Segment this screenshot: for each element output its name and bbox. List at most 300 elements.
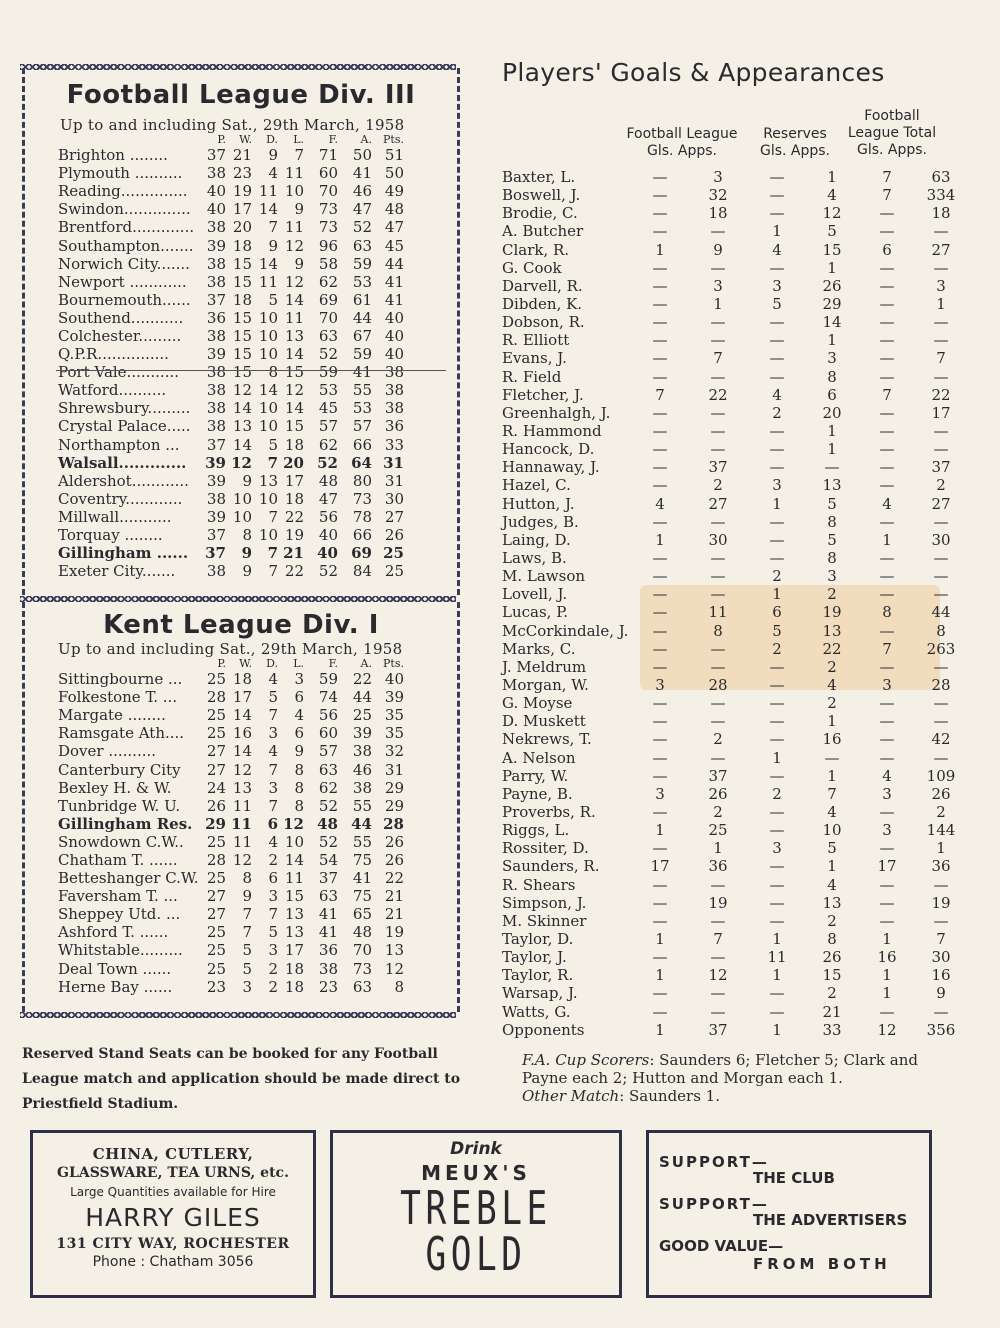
cell-l: 3 [294,670,304,689]
cell-l: 11 [284,164,304,183]
cell-fg: 4 [655,494,665,513]
league-row [58,905,404,923]
cell-tg: 7 [882,186,892,205]
cell-ta: — [933,712,949,731]
cell-name: Laws, B. [502,549,567,568]
cell-ta: — [933,911,949,930]
cell-ra: 2 [827,585,837,604]
cell-fg: — [652,186,668,205]
cell-p: 25 [206,869,226,888]
cell-name: Brodie, C. [502,204,578,223]
ad1-line2: GLASSWARE, TEA URNS, etc. [57,1165,289,1181]
cell-name: Warsap, J. [502,984,578,1003]
cell-rg: — [769,893,785,912]
cell-fg: 1 [655,530,665,549]
cell-ta: 30 [931,530,951,549]
cell-fg: — [652,911,668,930]
cell-d: 10 [258,489,278,508]
cell-name: Taylor, J. [502,948,567,967]
league-row [58,960,404,978]
cell-rg: 5 [772,295,782,314]
cell-d: 6 [268,869,278,888]
cell-tg: 1 [882,966,892,985]
cell-ta: 22 [931,385,951,404]
cell-team: Aldershot............ [58,471,189,490]
divider-line [56,370,446,371]
cell-l: 21 [283,544,304,563]
cell-d: 4 [268,670,278,689]
league-row [58,417,404,435]
cell-fg: — [652,476,668,495]
cell-fa: — [710,1002,726,1021]
cell-a: 64 [351,453,372,472]
league-row [58,851,404,869]
league-row [58,869,404,887]
cell-ra: 1 [827,422,837,441]
div3-table [58,146,404,580]
cell-ra: 6 [827,385,837,404]
cell-name: G. Cook [502,258,562,277]
cell-pts: 38 [384,381,404,400]
cell-team: Exeter City....... [58,562,176,581]
league-row [58,526,404,544]
cell-ta: 7 [936,929,946,948]
cell-fa: — [710,639,726,658]
cell-l: 22 [284,562,304,581]
cell-ra: 26 [822,948,842,967]
player-row [502,204,974,222]
cell-p: 38 [206,218,226,237]
league-row [58,797,404,815]
cell-fg: — [652,313,668,332]
kent-table [58,670,404,996]
cell-rg: 5 [772,621,782,640]
cell-tg: — [879,403,895,422]
cell-p: 26 [206,796,226,815]
cell-team: Millwall........... [58,507,172,526]
cell-tg: — [879,476,895,495]
cell-ta: 28 [931,676,951,694]
league-row [58,363,404,381]
cell-f: 71 [318,146,338,165]
cell-w: 11 [231,814,252,833]
cell-l: 9 [294,200,304,219]
cell-ta: 26 [931,784,951,803]
cell-ta: — [933,549,949,568]
cell-fa: — [710,549,726,568]
cell-team: Betteshanger C.W. [58,869,199,888]
cell-fa: — [710,331,726,350]
cell-ra: 16 [822,730,842,749]
cell-pts: 40 [384,326,404,345]
cell-name: Evans, J. [502,349,567,368]
cell-l: 13 [284,326,304,345]
cell-name: Lovell, J. [502,585,568,604]
cell-rg: 1 [772,966,782,985]
cell-rg: 11 [767,948,787,967]
cell-w: 11 [232,796,252,815]
cell-pts: 31 [384,760,404,779]
players-title: Players' Goals & Appearances [502,58,885,87]
cell-ra: 4 [827,875,837,894]
cell-f: 70 [318,308,338,327]
cell-w: 15 [232,345,252,364]
cell-team: Snowdown C.W.. [58,832,184,851]
cell-l: 14 [284,850,304,869]
cell-l: 11 [284,218,304,237]
cell-p: 25 [206,941,226,960]
cell-f: 52 [318,796,338,815]
cell-team: Northampton ... [58,435,180,454]
cell-rg: 6 [772,603,782,622]
cell-w: 14 [232,435,252,454]
cell-name: Greenhalgh, J. [502,403,611,422]
cell-rg: — [769,657,785,676]
cell-fa: — [710,712,726,731]
header-reserves [752,126,838,160]
cell-team: Southend........... [58,308,184,327]
cell-fa: 36 [708,857,728,876]
cell-fg: — [652,984,668,1003]
cell-fg: — [652,893,668,912]
cell-a: 44 [352,688,372,707]
cell-ra: 1 [827,712,837,731]
cell-fa: 1 [713,839,723,858]
cell-fg: — [652,1002,668,1021]
cell-tg: 3 [882,676,892,694]
player-row [502,622,974,640]
cell-rg: — [769,712,785,731]
cell-d: 3 [268,778,278,797]
cell-l: 17 [284,941,304,960]
ad1-line6: Phone : Chatham 3056 [92,1254,254,1270]
cell-l: 18 [284,489,304,508]
cell-team: Deal Town ...... [58,959,172,978]
cell-pts: 48 [384,200,404,219]
cell-rg: 1 [772,748,782,767]
cell-ta: 27 [931,494,951,513]
league-row [58,544,404,562]
cell-team: Bournemouth...... [58,290,191,309]
cell-rg: — [769,694,785,713]
cell-w: 5 [242,941,252,960]
cell-w: 8 [242,869,252,888]
cell-f: 40 [318,526,338,545]
cell-f: 41 [318,923,338,942]
cell-pts: 44 [384,254,404,273]
cell-p: 24 [206,778,226,797]
cell-p: 38 [206,272,226,291]
cell-fa: 2 [713,730,723,749]
cell-w: 7 [242,905,252,924]
cell-ta: 9 [936,984,946,1003]
league-row [58,345,404,363]
cell-p: 38 [206,363,226,382]
cell-ta: 37 [931,458,951,477]
cell-name: Clark, R. [502,240,570,259]
cell-d: 3 [268,941,278,960]
cell-team: Gillingham Res. [58,814,193,833]
player-row [502,712,974,730]
ad1-line4: HARRY GILES [85,1203,261,1232]
cell-f: 63 [318,326,338,345]
cell-tg: 6 [882,240,892,259]
cup-notes [504,1051,944,1105]
league-row [58,218,404,236]
cell-name: Dobson, R. [502,313,585,332]
cell-team: Watford.......... [58,381,167,400]
cell-a: 66 [352,526,372,545]
cell-p: 37 [206,526,226,545]
cell-p: 39 [206,471,226,490]
cell-d: 3 [268,724,278,743]
cell-tg: — [879,694,895,713]
cell-a: 55 [352,832,372,851]
cell-d: 5 [268,688,278,707]
cell-name: Simpson, J. [502,893,587,912]
cell-team: Tunbridge W. U. [58,796,181,815]
fa-cup-label: F.A. Cup Scorers [522,1051,650,1069]
cell-ta: 44 [931,603,951,622]
column-header: F. [328,133,338,146]
cell-fg: — [652,204,668,223]
cell-rg: — [769,984,785,1003]
cell-p: 37 [206,290,226,309]
cell-w: 13 [232,417,252,436]
cell-tg: — [879,331,895,350]
cell-team: Herne Bay ...... [58,977,173,996]
player-row [502,821,974,839]
cell-a: 73 [352,489,372,508]
cell-ra: — [824,748,840,767]
cell-ta: — [933,1002,949,1021]
cell-w: 10 [232,507,252,526]
cell-ra: 22 [822,639,842,658]
cell-f: 96 [318,236,338,255]
cell-l: 13 [284,923,304,942]
cell-ra: 21 [822,1002,842,1021]
cell-l: 11 [284,308,304,327]
cell-ta: — [933,422,949,441]
cell-pts: 38 [384,399,404,418]
cell-p: 40 [206,200,226,219]
cell-name: Opponents [502,1020,585,1039]
league-row [58,291,404,309]
cell-fg: 1 [655,1020,665,1039]
cell-rg: 2 [772,639,782,658]
cell-tg: 1 [882,929,892,948]
cell-fa: 7 [713,929,723,948]
col-apps: Apps. [790,143,831,159]
cell-name: D. Muskett [502,712,586,731]
player-row [502,640,974,658]
cell-team: Norwich City....... [58,254,190,273]
cell-ta: — [933,512,949,531]
cell-p: 27 [206,742,226,761]
cell-ta: — [933,440,949,459]
player-row [502,1002,974,1020]
cell-team: Colchester......... [58,326,182,345]
cell-w: 21 [232,146,252,165]
cell-tg: 1 [882,530,892,549]
cell-team: Whitstable......... [58,941,183,960]
cell-name: R. Hammond [502,422,602,441]
cell-ra: 1 [827,440,837,459]
cell-f: 62 [318,435,338,454]
player-row [502,948,974,966]
cell-ta: — [933,567,949,586]
cell-name: Lucas, P. [502,603,569,622]
player-row [502,531,974,549]
league-row [58,273,404,291]
cell-l: 20 [283,453,304,472]
cell-f: 40 [317,544,338,563]
cell-fa: 2 [713,802,723,821]
cell-w: 14 [232,706,252,725]
cell-a: 46 [352,182,372,201]
cell-l: 13 [284,905,304,924]
cell-ra: 8 [827,929,837,948]
kent-subtitle: Up to and including Sat., 29th March, 1958 [58,640,403,658]
cell-p: 29 [205,814,226,833]
cell-w: 12 [232,760,252,779]
cell-name: Rossiter, D. [502,839,589,858]
player-row [502,585,974,603]
cell-rg: 1 [772,222,782,241]
cell-fg: — [652,766,668,785]
cell-ta: 42 [931,730,951,749]
column-header: A. [360,657,372,670]
cell-p: 25 [206,832,226,851]
cell-fa: — [710,512,726,531]
cell-rg: — [769,168,785,187]
cell-f: 41 [318,905,338,924]
cell-fg: — [652,258,668,277]
cell-rg: 3 [772,476,782,495]
cell-fg: — [652,331,668,350]
cell-fa: 22 [708,385,728,404]
cell-rg: — [769,422,785,441]
cell-tg: 1 [882,984,892,1003]
cell-p: 38 [206,399,226,418]
cell-rg: — [769,440,785,459]
cell-tg: — [879,276,895,295]
cell-tg: 12 [877,1020,897,1039]
cell-a: 25 [352,706,372,725]
cell-rg: 4 [772,240,782,259]
cell-fa: — [710,567,726,586]
cell-l: 22 [284,507,304,526]
cell-l: 14 [284,399,304,418]
cell-pts: 28 [383,814,404,833]
cell-a: 55 [352,796,372,815]
cell-team: Southampton....... [58,236,194,255]
cell-a: 70 [352,941,372,960]
league-row [58,309,404,327]
cell-pts: 31 [383,453,404,472]
cell-a: 84 [352,562,372,581]
cell-rg: 3 [772,276,782,295]
cell-team: Brentford............. [58,218,195,237]
cell-a: 75 [352,850,372,869]
cell-name: G. Moyse [502,694,573,713]
cell-rg: — [769,857,785,876]
ad3-l6: FROM BOTH [753,1255,891,1273]
cell-fa: — [710,984,726,1003]
cell-fg: — [652,730,668,749]
cell-w: 12 [231,453,252,472]
cell-tg: 3 [882,821,892,840]
cell-p: 25 [206,670,226,689]
league-row [58,327,404,345]
cell-ra: 2 [827,911,837,930]
column-header: D. [266,133,278,146]
cell-ta: 2 [936,476,946,495]
cell-a: 75 [352,887,372,906]
cell-fg: — [652,875,668,894]
players-table [502,168,974,1039]
cell-w: 9 [242,562,252,581]
player-row [502,368,974,386]
cell-w: 15 [232,272,252,291]
cell-tg: — [879,585,895,604]
cell-ta: — [933,331,949,350]
cell-ta: 263 [926,639,956,658]
cell-p: 37 [205,544,226,563]
cell-tg: — [879,422,895,441]
cell-w: 18 [232,290,252,309]
cell-d: 11 [258,182,278,201]
cell-rg: 1 [772,585,782,604]
cell-w: 20 [232,218,252,237]
cell-l: 8 [294,760,304,779]
player-row [502,241,974,259]
cell-rg: 1 [772,494,782,513]
league-row [58,490,404,508]
cell-pts: 8 [394,977,404,996]
cell-name: M. Skinner [502,911,587,930]
cell-ra: 1 [827,766,837,785]
cell-fg: — [652,440,668,459]
league-row [58,146,404,164]
column-header: D. [266,657,278,670]
player-row [502,277,974,295]
cell-fa: — [710,748,726,767]
cell-fg: 17 [650,857,670,876]
cell-fg: — [652,948,668,967]
cell-pts: 29 [384,778,404,797]
cell-pts: 45 [384,236,404,255]
cell-name: Hutton, J. [502,494,575,513]
cell-rg: — [769,530,785,549]
cell-ra: 2 [827,657,837,676]
cell-fa: 11 [708,603,728,622]
cell-fg: — [652,639,668,658]
fa-cup-text: : Saunders 6; Fletcher 5; Clark and Payne each 2; Hutton and Morgan each 1. [522,1051,918,1087]
cell-name: R. Elliott [502,331,570,350]
ad1-line3: Large Quantities available for Hire [70,1185,276,1199]
cell-w: 18 [232,236,252,255]
cell-fa: — [710,657,726,676]
player-row [502,912,974,930]
cell-fa: 28 [708,676,728,694]
cell-fa: — [710,403,726,422]
cell-l: 14 [284,345,304,364]
player-row [502,295,974,313]
cell-tg: 8 [882,603,892,622]
cell-tg: 7 [882,168,892,187]
cell-rg: — [769,676,785,694]
